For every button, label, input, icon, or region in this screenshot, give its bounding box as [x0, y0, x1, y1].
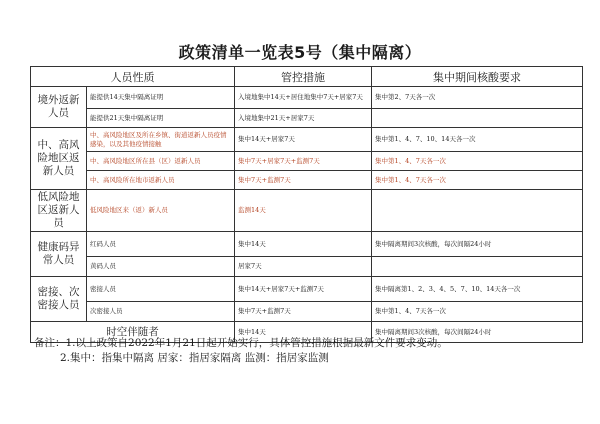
control-cell: 入境地集中21天+居家7天 [235, 109, 372, 128]
test-cell [372, 109, 583, 128]
control-cell: 集中14天+居家7天 [235, 128, 372, 152]
table-row [31, 302, 583, 322]
test-cell: 集中第1、4、7天各一次 [372, 152, 583, 171]
subtype-cell: 中、高风险所在地市返新人员 [87, 171, 235, 190]
table-row [31, 277, 583, 302]
control-cell: 居家7天 [235, 257, 372, 277]
category-cell: 时空伴随者 [31, 322, 235, 343]
table-row [31, 128, 583, 152]
subtype-cell: 能提供21天集中隔离证明 [87, 109, 235, 128]
subtype-cell: 密接人员 [87, 277, 235, 302]
subtype-cell: 能提供14天集中隔离证明 [87, 87, 235, 109]
test-cell: 集中隔离第1、2、3、4、5、7、10、14天各一次 [372, 277, 583, 302]
control-cell: 集中7天+监测7天 [235, 302, 372, 322]
table-row [31, 232, 583, 257]
table-row [31, 152, 583, 171]
subtype-cell: 中、高风险地区所在县（区）返新人员 [87, 152, 235, 171]
page-title: 政策清单一览表5号（集中隔离） [178, 43, 422, 62]
subtype-cell: 低风险地区来（返）新人员 [87, 190, 235, 232]
test-cell: 集中隔离期间3次核酸，每次间隔24小时 [372, 232, 583, 257]
subtype-cell: 黄码人员 [87, 257, 235, 277]
test-cell [372, 190, 583, 232]
test-cell [372, 257, 583, 277]
category-cell: 中、高风险地区返新人员 [31, 128, 87, 190]
category-cell: 境外返新人员 [31, 87, 87, 128]
test-cell: 集中第1、4、7天各一次 [372, 171, 583, 190]
subtype-cell: 次密接人员 [87, 302, 235, 322]
header-personnel-type: 人员性质 [31, 67, 235, 87]
subtype-cell: 中、高风险地区及所在乡镇、街道返新人员疫情感染，以及其他疫情接触 [87, 128, 235, 152]
header-row [31, 67, 583, 87]
table-row [31, 257, 583, 277]
table-row [31, 109, 583, 128]
category-cell: 健康码异常人员 [31, 232, 87, 277]
table-row [31, 190, 583, 232]
control-cell: 集中14天 [235, 322, 372, 343]
header-test-requirements: 集中期间核酸要求 [372, 67, 583, 87]
policy-table [30, 66, 583, 343]
test-cell: 集中隔离期间3次核酸，每次间隔24小时 [372, 322, 583, 343]
control-cell: 集中14天 [235, 232, 372, 257]
remarks [34, 336, 586, 366]
remark-line: 备注：1.以上政策自2022年1月21日起开始实行，具体管控措施根据最新文件要求变动。 [34, 337, 448, 349]
table-row [31, 87, 583, 109]
control-cell: 集中14天+居家7天+监测7天 [235, 277, 372, 302]
control-cell: 监测14天 [235, 190, 372, 232]
category-cell: 低风险地区返新人员 [31, 190, 87, 232]
subtype-cell: 红码人员 [87, 232, 235, 257]
test-cell: 集中第2、7天各一次 [372, 87, 583, 109]
category-cell: 密接、次密接人员 [31, 277, 87, 322]
control-cell: 入境地集中14天+居住地集中7天+居家7天 [235, 87, 372, 109]
remark-line: 2.集中：指集中隔离 居家：指居家隔离 监测：指居家监测 [60, 352, 329, 364]
header-control-measures: 管控措施 [235, 67, 372, 87]
control-cell: 集中7天+监测7天 [235, 171, 372, 190]
control-cell: 集中7天+居家7天+监测7天 [235, 152, 372, 171]
test-cell: 集中第1、4、7天各一次 [372, 302, 583, 322]
test-cell: 集中第1、4、7、10、14天各一次 [372, 128, 583, 152]
table-row [31, 171, 583, 190]
